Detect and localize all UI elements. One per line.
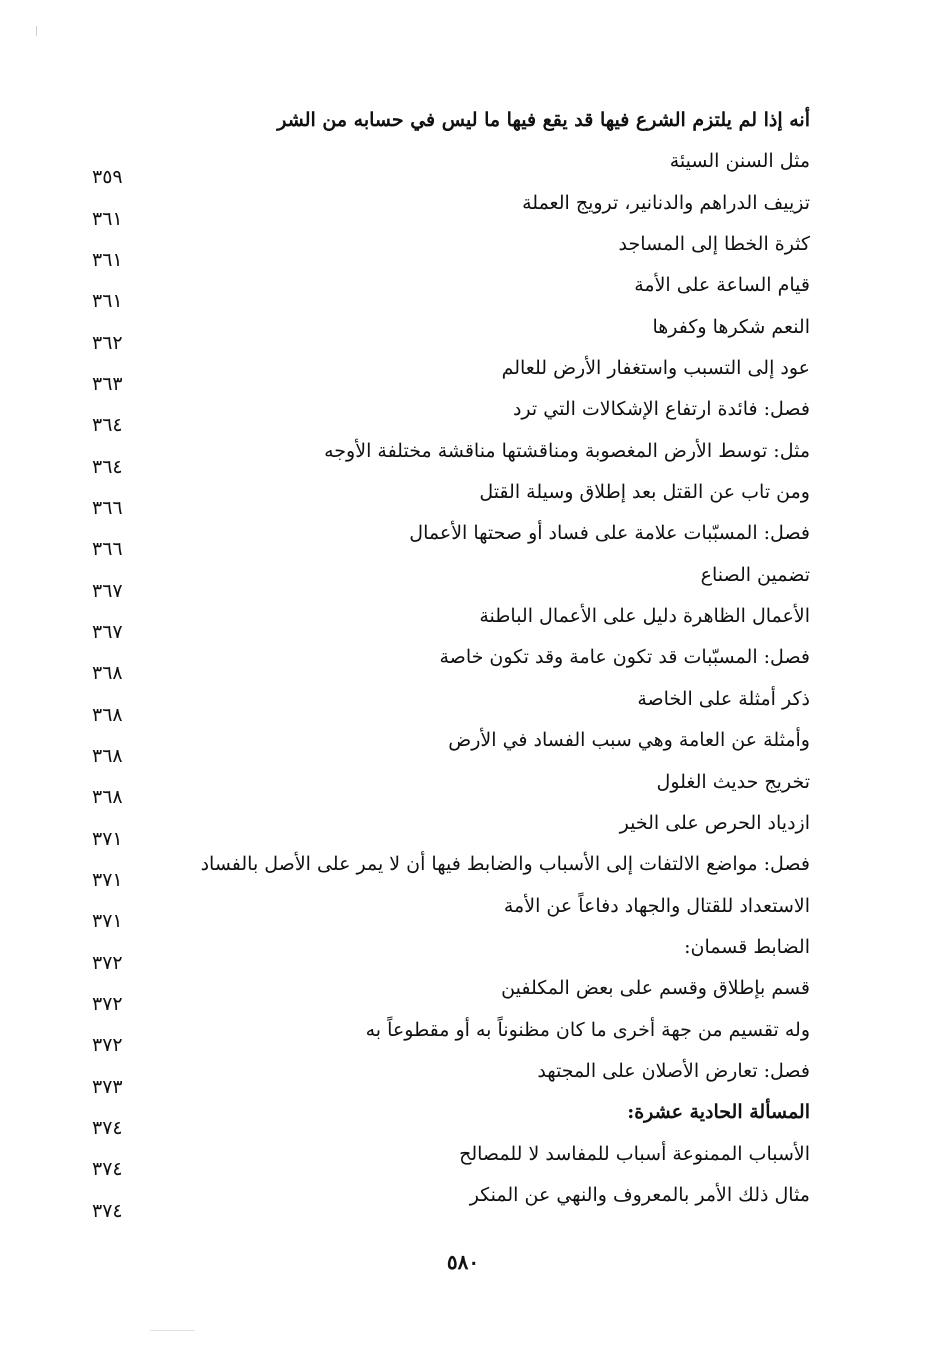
- toc-entry: [80, 186, 810, 230]
- toc-entry-title: عود إلى التسبب واستغفار الأرض للعالم: [501, 357, 810, 380]
- toc-entry-page: ٣٦١: [92, 290, 123, 313]
- toc-entry-page: ٣٦٣: [92, 372, 123, 395]
- toc-entry-page: ٣٦٢: [92, 331, 123, 354]
- toc-entry-title: تخريج حديث الغلول: [656, 770, 810, 793]
- toc-entry-page: ٣٧٤: [92, 1199, 123, 1222]
- toc-entry-page: ٣٦٧: [92, 620, 123, 643]
- toc-entry-page: ٣٦٦: [92, 496, 123, 519]
- toc-entry-title: ازدياد الحرص على الخير: [619, 811, 810, 834]
- toc-entry-title: الضابط قسمان:: [684, 935, 810, 958]
- toc-entry-page: ٣٦٨: [92, 662, 123, 685]
- toc-entry: [80, 682, 810, 726]
- toc-entry-title: مثل السنن السيئة: [669, 150, 810, 173]
- toc-entry: [80, 1054, 810, 1098]
- toc-entry-title: المسألة الحادية عشرة:: [627, 1101, 810, 1124]
- toc-entry: [80, 806, 810, 850]
- toc-entry-title: وله تقسيم من جهة أخرى ما كان مظنوناً به أو مقطوعاً به: [365, 1018, 810, 1041]
- toc-entry: [80, 516, 810, 561]
- toc-entry: [80, 144, 810, 189]
- toc-entry: [80, 847, 810, 892]
- scan-mark-bottom: [150, 1330, 195, 1331]
- toc-entry-page: ٣٧١: [92, 827, 123, 850]
- toc-entry: [80, 971, 810, 1016]
- toc-entry-title: الأعمال الظاهرة دليل على الأعمال الباطنة: [479, 605, 810, 628]
- toc-entry-title: مثال ذلك الأمر بالمعروف والنهي عن المنكر: [469, 1183, 810, 1206]
- toc-entry-title: تزييف الدراهم والدنانير، ترويج العملة: [522, 191, 810, 214]
- toc-entry-page: ٣٧٤: [92, 1158, 123, 1181]
- toc-entry-title: فصل: المسبّبات علامة على فساد أو صحتها الأعمال: [409, 522, 810, 545]
- toc-entry-title: فصل: فائدة ارتفاع الإشكالات التي ترد: [512, 398, 810, 421]
- toc-entry-title: أنه إذا لم يلتزم الشرع فيها قد يقع فيها ما ليس في حسابه من الشر: [277, 109, 810, 131]
- toc-entry: [80, 1137, 810, 1181]
- toc-entry-page: ٣٧١: [92, 869, 123, 892]
- toc-entry: [80, 475, 810, 519]
- toc-entry-title: قيام الساعة على الأمة: [634, 274, 810, 297]
- toc-entry-page: ٣٦٧: [92, 579, 123, 602]
- toc-entry: [80, 1178, 810, 1222]
- toc-entry-title: قسم بإطلاق وقسم على بعض المكلفين: [501, 977, 810, 1000]
- toc-entry-page: ٣٧٣: [92, 1075, 123, 1098]
- toc-entry-page: ٣٧٢: [92, 951, 123, 974]
- toc-entry-title: النعم شكرها وكفرها: [652, 315, 810, 338]
- toc-entry: [80, 1095, 810, 1140]
- toc-entry-page: ٣٧٢: [92, 1034, 123, 1057]
- toc-entry: [80, 392, 810, 437]
- toc-entry-title: كثرة الخطا إلى المساجد: [618, 233, 810, 256]
- toc-entry-title: الأسباب الممنوعة أسباب للمفاسد لا للمصالح: [459, 1142, 810, 1165]
- toc-entry-page: ٣٦٨: [92, 786, 123, 809]
- toc-entry: [80, 434, 810, 478]
- toc-entry: [80, 310, 810, 354]
- toc-entry-page: ٣٦٨: [92, 703, 123, 726]
- toc-entry-page: ٣٦٤: [92, 455, 123, 478]
- toc-entry-page: ٣٧٢: [92, 993, 123, 1016]
- toc-entry: [80, 640, 810, 685]
- toc-entry-page: ٣٦١: [92, 248, 123, 271]
- toc-entry: [80, 227, 810, 271]
- toc-entry-page: ٣٦٦: [92, 538, 123, 561]
- toc-entry-title: الاستعداد للقتال والجهاد دفاعاً عن الأمة: [503, 894, 810, 917]
- toc-entry-page: ٣٧١: [92, 910, 123, 933]
- toc-entry: [80, 599, 810, 643]
- toc-entry: [80, 889, 810, 933]
- table-of-contents: [80, 103, 810, 1222]
- toc-entry-title: فصل: مواضع الالتفات إلى الأسباب والضابط فيها أن لا يمر على الأصل بالفساد: [200, 853, 810, 876]
- toc-entry-title: ذكر أمثلة على الخاصة: [637, 687, 810, 710]
- toc-entry-title: مثل: توسط الأرض المغصوبة ومناقشتها مناقشة مختلفة الأوجه: [324, 439, 810, 462]
- toc-entry-page: ٣٧٤: [92, 1117, 123, 1140]
- scan-mark: [36, 26, 37, 36]
- page-number: ٥٨٠: [446, 1250, 480, 1274]
- toc-entry-page: ٣٦١: [92, 207, 123, 230]
- toc-entry-title: ومن تاب عن القتل بعد إطلاق وسيلة القتل: [479, 481, 810, 504]
- toc-entry-page: ٣٥٩: [92, 166, 123, 189]
- toc-entry-page: ٣٦٨: [92, 745, 123, 767]
- toc-entry: [80, 930, 810, 974]
- toc-entry: [80, 558, 810, 602]
- toc-entry-page: ٣٦٤: [92, 414, 123, 437]
- toc-entry-title: وأمثلة عن العامة وهي سبب الفساد في الأرض: [448, 729, 810, 752]
- toc-entry: [80, 103, 810, 144]
- toc-entry: [80, 765, 810, 809]
- toc-entry: [80, 1013, 810, 1057]
- toc-entry-title: تضمين الصناع: [700, 563, 810, 586]
- toc-entry: [80, 351, 810, 395]
- toc-entry-title: فصل: المسبّبات قد تكون عامة وقد تكون خاصة: [439, 646, 810, 669]
- toc-entry: [80, 268, 810, 313]
- toc-entry: [80, 723, 810, 767]
- toc-entry-title: فصل: تعارض الأصلان على المجتهد: [537, 1059, 810, 1082]
